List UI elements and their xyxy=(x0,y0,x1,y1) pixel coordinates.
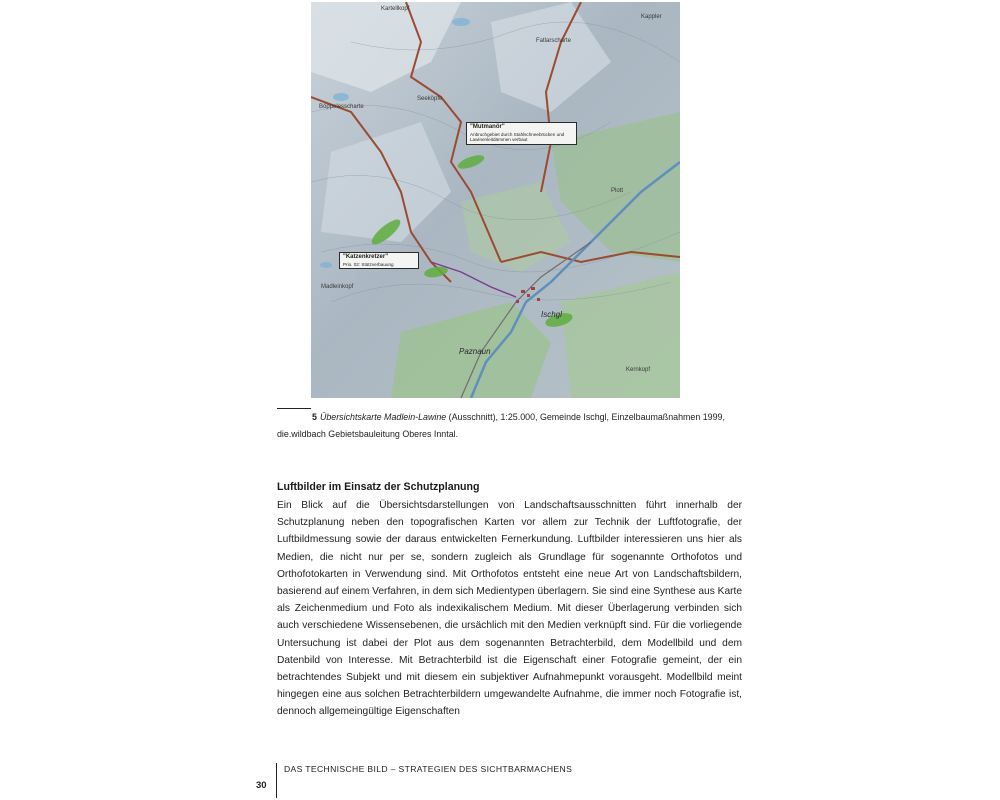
map-place-plott: Plott xyxy=(611,188,624,194)
section-heading: Luftbilder im Einsatz der Schutzplanung xyxy=(277,481,480,493)
map-place-madleinkopf: Madleinkopf xyxy=(321,284,354,290)
map-place-fatlarscharte: Fatlarscharte xyxy=(536,38,572,44)
running-head: DAS TECHNISCHE BILD – STRATEGIEN DES SICHTBARMACHENS xyxy=(284,764,573,774)
map-label-katzenkretzer-text: Prio. 02: Stützverbauung xyxy=(343,261,394,267)
topographic-map xyxy=(311,2,680,398)
body-paragraph: Ein Blick auf die Übersichtsdarstellungen von Landschaftsausschnitten führt innerhalb der Schutzplanung neben den topografischen Karten vor allem zur Technik der Luftfotografie, der Luftbildmessung sowie der daraus entwickelten Fernerkundung. Luftbilder interessieren uns hier als Medien, die nicht nur per se, sondern zugleich als Grundlage für sogenannte Orthofotos und Orthofotokarten in Verwendung sind. Mit Orthofotos entsteht eine neue Art von Landschaftsbildern, basierend auf einem Verfahren, in dem sich Medientypen überlagern. Sie sind eine Synthese aus Karte als Zeichenmedium und Foto als indexikalischem Medium. Mit dieser Überlagerung verbinden sich auch verschiedene Wissensebenen, die ursächlich mit den Medien verknüpft sind. Für die vorliegende Untersuchung ist dabei der Plot aus dem sogenannten Betrachterbild, dem Modellbild und dem Datenbild von Interesse. Mit Betrachterbild ist die Eigenschaft einer Fotografie gemeint, der ein betrachtendes Subjekt und mit diesem ein subjektiver Aufnahmepunkt vorausgeht. Modellbild meint hingegen eine aus solchen Betrachterbildern umgewandelte Aufnahme, die immer noch Fotografie ist, dennoch allgemeingültige Eigenschaften xyxy=(277,500,742,718)
figure-caption-text: (Ausschnitt), 1:25.000, Gemeinde Ischgl, Einzelbaumaßnahmen 1999, die.wildbach Gebietsbauleitung Oberes Inntal. xyxy=(277,412,725,439)
map-graphic xyxy=(311,2,680,398)
map-place-boeppelesscharte: Böppelesscharte xyxy=(319,104,364,110)
figure-number: 5 xyxy=(312,412,317,422)
page-number: 30 xyxy=(256,780,267,791)
map-label-mutmanor xyxy=(466,122,577,145)
map-place-kernkopf: Kernkopf xyxy=(626,367,651,373)
map-place-kappler: Kappler xyxy=(641,14,662,20)
map-label-katzenkretzer-title: "Katzenkretzer" xyxy=(343,254,389,260)
map-label-katzenkretzer xyxy=(339,252,419,269)
figure-caption xyxy=(277,409,747,443)
map-label-mutmanor-text: Anbruchgebiet durch Stahlschneebrücken und Lawinenleitdämmen verbaut xyxy=(470,131,565,143)
map-place-ischgl: Ischgl xyxy=(541,310,562,319)
map-place-kartellkopf: Kartellkopf xyxy=(381,6,410,12)
map-label-mutmanor-title: "Mutmanör" xyxy=(470,124,505,130)
figure-title: Übersichtskarte Madlein-Lawine xyxy=(319,412,447,422)
map-place-seekoepfe: Seeköpfe xyxy=(417,96,443,102)
footer-rule xyxy=(276,763,277,798)
map-place-paznaun: Paznaun xyxy=(459,347,491,356)
